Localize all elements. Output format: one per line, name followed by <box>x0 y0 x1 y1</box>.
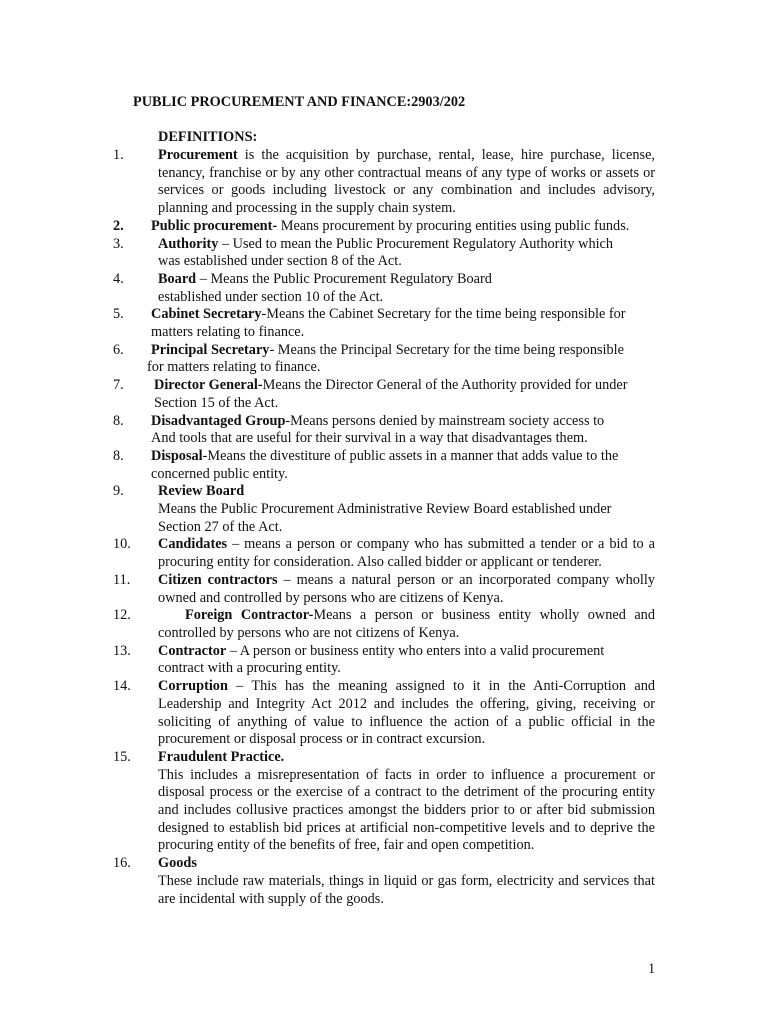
definition-term: Disposal <box>151 447 203 464</box>
definition-item <box>0 306 768 341</box>
definition-term: Procurement <box>158 147 238 163</box>
definition-text-continued: And tools that are useful for their survival in a way that disadvantages them. <box>151 430 588 447</box>
definition-item <box>0 342 768 377</box>
definition-number: 7. <box>113 377 124 394</box>
definition-number: 14. <box>113 678 131 695</box>
definition-number: 4. <box>113 270 124 287</box>
definition-item <box>0 377 768 412</box>
definition-term: Foreign Contractor- <box>185 607 314 624</box>
definition-item <box>0 536 768 571</box>
definition-term: Director General- <box>154 377 263 394</box>
definition-number: 1. <box>113 147 124 163</box>
definition-item <box>0 607 768 642</box>
definition-item <box>0 572 768 607</box>
definition-item <box>0 236 768 271</box>
definition-number: 9. <box>113 483 124 500</box>
definition-number: 16. <box>113 855 131 872</box>
definition-number: 3. <box>113 235 124 252</box>
definition-text-continued: established under section 10 of the Act. <box>158 288 384 305</box>
definition-text: – means a natural person or an incorporated company wholly owned and controlled by persons who are citizens of Kenya. <box>158 571 655 606</box>
definition-number: 5. <box>113 306 124 323</box>
document-title: PUBLIC PROCUREMENT AND FINANCE:2903/202 <box>133 94 466 110</box>
definition-term: Authority <box>158 235 219 252</box>
definition-number: 2. <box>113 217 124 234</box>
definition-number: 8. <box>113 447 124 464</box>
definition-number: 12. <box>113 607 131 624</box>
definition-text: – Means the Public Procurement Regulatory Board <box>196 270 492 287</box>
definition-item <box>0 271 768 306</box>
definition-number: 6. <box>113 341 124 358</box>
definition-text-continued: was established under section 8 of the Act. <box>158 253 402 270</box>
definition-term: Board <box>158 270 197 287</box>
definition-text: Means procurement by procuring entities using public funds. <box>277 217 630 234</box>
definition-text-continued: matters relating to finance. <box>151 324 305 341</box>
definition-text: Means the Public Procurement Administrative Review Board established under <box>158 501 612 518</box>
definition-number: 10. <box>113 536 131 553</box>
definition-term: Candidates <box>158 536 228 553</box>
definition-term: Citizen contractors <box>158 571 278 588</box>
definition-text: Means a person or business entity wholly owned and controlled by persons who are not citizens of Kenya. <box>158 607 655 641</box>
definition-item <box>0 147 768 218</box>
definition-text: Means the Director General of the Authority provided for under <box>262 377 628 394</box>
definition-item <box>0 218 768 236</box>
page-number: 1 <box>648 961 656 977</box>
definition-text-continued: for matters relating to finance. <box>147 359 321 376</box>
definition-term: Principal Secretary <box>151 341 270 358</box>
definition-text-continued: Section 27 of the Act. <box>158 518 283 535</box>
definition-number: 13. <box>113 642 131 659</box>
definition-number: 15. <box>113 748 131 765</box>
definition-number: 11. <box>113 571 131 588</box>
definitions-list <box>0 147 768 908</box>
definitions-heading: DEFINITIONS: <box>158 129 258 145</box>
definition-item <box>0 678 768 749</box>
definition-item <box>0 643 768 678</box>
definition-term: Corruption <box>158 678 228 695</box>
definition-text: – This has the meaning assigned to it in the Anti-Corruption and Leadership and Integrity Act 2012 and includes the offering, giving, receiving or soliciting of anything of value to influence the action of a public official in the procurement or disposal process or in contract excursion. <box>158 678 655 748</box>
definition-term: Public procurement- <box>151 217 278 234</box>
definition-term: Contractor <box>158 642 227 659</box>
definition-text: – means a person or company who has submitted a tender or a bid to a procuring entity for consideration. Also called bidder or applicant or tenderer. <box>158 536 655 571</box>
definition-text: -Means the Cabinet Secretary for the time being responsible for <box>261 306 626 323</box>
definition-text: This includes a misrepresentation of facts in order to influence a procurement or disposal process or the exercise of a contract to the detriment of the procuring entity and includes collusive practices amongst the bidders prior to or after bid submission designed to establish bid prices at artificial non-competitive levels and to deprive the procuring entity of the benefits of free, fair and open competition. <box>158 766 655 854</box>
definition-text: -Means the divestiture of public assets in a manner that adds value to the <box>202 447 619 464</box>
definition-term: Review Board <box>158 483 245 500</box>
definition-text: -Means persons denied by mainstream society access to <box>285 412 605 429</box>
definition-term: Disadvantaged Group <box>151 412 286 429</box>
definition-item <box>0 413 768 448</box>
definition-text: These include raw materials, things in liquid or gas form, electricity and services that are incidental with supply of the goods. <box>158 872 655 907</box>
definition-text-continued: Section 15 of the Act. <box>154 394 279 411</box>
definition-number: 8. <box>113 412 124 429</box>
definition-item <box>0 483 768 536</box>
definition-text-continued: concerned public entity. <box>151 465 288 482</box>
definition-term: Cabinet Secretary <box>151 306 262 323</box>
definition-text: is the acquisition by purchase, rental, lease, hire purchase, license, tenancy, franchise or by any other contractual means of any type of works or assets or services or goods including livestock or any combination and includes advisory, planning and processing in the supply chain system. <box>158 147 655 217</box>
definition-item <box>0 855 768 908</box>
definition-term: Fraudulent Practice. <box>158 748 285 765</box>
definition-text: – Used to mean the Public Procurement Regulatory Authority which <box>218 235 614 252</box>
definition-item <box>0 749 768 855</box>
definition-text: - Means the Principal Secretary for the time being responsible <box>269 341 624 358</box>
definition-text-continued: contract with a procuring entity. <box>158 660 341 677</box>
definition-term: Goods <box>158 855 197 872</box>
definition-item <box>0 448 768 483</box>
definition-text: – A person or business entity who enters into a valid procurement <box>226 642 605 659</box>
